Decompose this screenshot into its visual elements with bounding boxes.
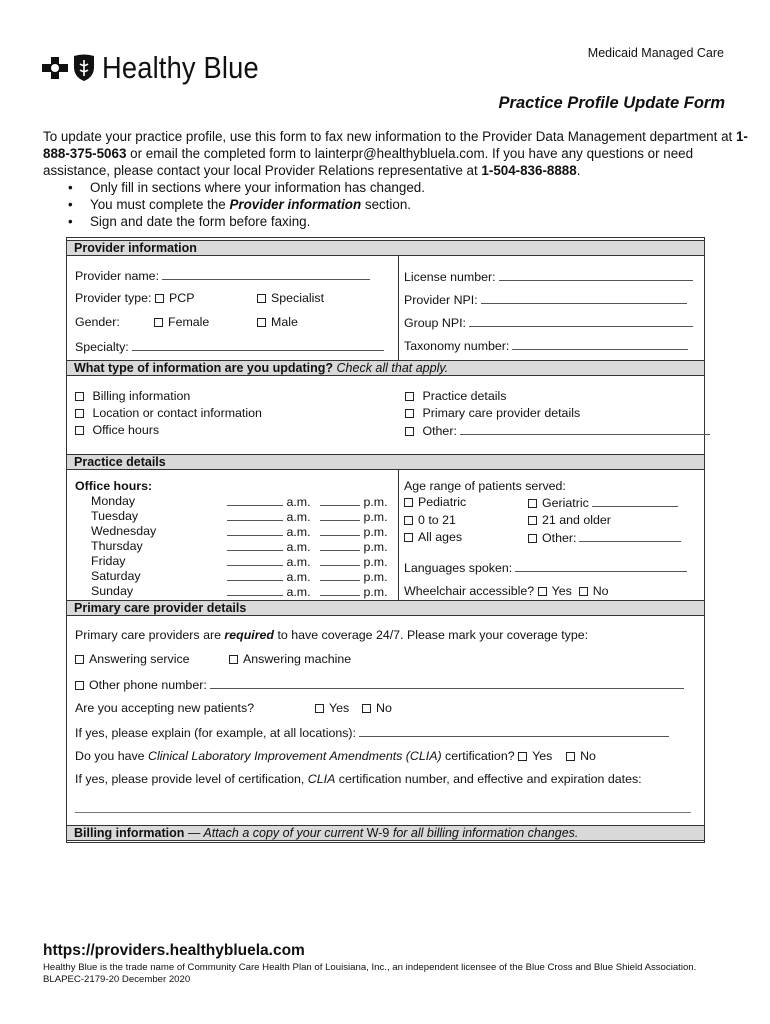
answering-service-checkbox[interactable]: Answering service	[75, 652, 190, 666]
pediatric-checkbox[interactable]: Pediatric	[404, 495, 466, 509]
location-contact-checkbox[interactable]: Location or contact information	[75, 406, 262, 420]
open-time-field[interactable]: a.m.	[227, 494, 311, 509]
day-label: Thursday	[91, 539, 143, 553]
office-hours-checkbox[interactable]: Office hours	[75, 423, 159, 437]
languages-spoken-field[interactable]: Languages spoken:	[404, 560, 687, 575]
billing-information-checkbox[interactable]: Billing information	[75, 389, 190, 403]
group-npi-field[interactable]: Group NPI:	[404, 315, 693, 330]
list-item: • Sign and date the form before faxing.	[68, 213, 425, 230]
day-label: Friday	[91, 554, 126, 568]
zero-to-21-checkbox[interactable]: 0 to 21	[404, 513, 456, 527]
practice-details-heading: Practice details	[67, 454, 704, 470]
provider-name-field[interactable]: Provider name:	[75, 268, 370, 283]
provider-information-heading: Provider information	[67, 240, 704, 256]
open-time-field[interactable]: a.m.	[227, 539, 311, 554]
male-checkbox[interactable]: Male	[257, 315, 298, 329]
program-name: Medicaid Managed Care	[587, 46, 724, 60]
healthy-blue-logo	[42, 48, 280, 88]
accepting-no-checkbox[interactable]: No	[362, 701, 392, 715]
provider-type-field: Provider type:	[75, 291, 152, 305]
open-time-field[interactable]: a.m.	[227, 509, 311, 524]
list-item: • You must complete the Provider information section.	[68, 196, 425, 213]
explain-field[interactable]: If yes, please explain (for example, at all locations):	[75, 725, 669, 740]
open-time-field[interactable]: a.m.	[227, 569, 311, 584]
open-time-field[interactable]: a.m.	[227, 584, 311, 599]
brand-name: Healthy Blue	[102, 50, 259, 85]
wheelchair-yes-checkbox[interactable]	[538, 587, 547, 596]
21-and-older-checkbox[interactable]: 21 and older	[528, 513, 611, 527]
list-item: • Only fill in sections where your information has changed.	[68, 179, 425, 196]
day-label: Saturday	[91, 569, 141, 583]
gender-label: Gender:	[75, 315, 120, 329]
close-time-field[interactable]: p.m.	[320, 539, 388, 554]
taxonomy-number-field[interactable]: Taxonomy number:	[404, 338, 688, 353]
pcp-details-checkbox[interactable]: Primary care provider details	[405, 406, 580, 420]
phone-number: 1-504-836-8888	[481, 163, 577, 178]
wheelchair-no-checkbox[interactable]	[579, 587, 588, 596]
day-label: Sunday	[91, 584, 134, 598]
instruction-list	[68, 179, 425, 230]
form-code: BLAPEC-2179-20 December 2020	[43, 974, 191, 985]
pcp-checkbox[interactable]: PCP	[155, 291, 194, 305]
day-label: Wednesday	[91, 524, 157, 538]
all-ages-checkbox[interactable]: All ages	[404, 530, 462, 544]
close-time-field[interactable]: p.m.	[320, 494, 388, 509]
office-hours-label: Office hours:	[75, 479, 153, 493]
day-label: Monday	[91, 494, 136, 508]
age-range-label: Age range of patients served:	[404, 479, 566, 493]
other-phone-field[interactable]: Other phone number:	[75, 677, 684, 692]
coverage-text: Primary care providers are required to have coverage 24/7. Please mark your coverage type:	[75, 628, 589, 642]
blue-shield-icon	[72, 54, 96, 82]
specialty-field[interactable]: Specialty:	[75, 339, 384, 354]
clia-detail-text: If yes, please provide level of certification, CLIA certification number, and effective and expiration dates:	[75, 772, 642, 786]
update-type-heading: What type of information are you updating? Check all that apply.	[67, 360, 704, 376]
female-checkbox[interactable]: Female	[154, 315, 209, 329]
billing-information-heading: Billing information — Attach a copy of your current W-9 for all billing information changes.	[67, 825, 704, 841]
clia-question: Do you have Clinical Laboratory Improvement Amendments (CLIA) certification? Yes No	[75, 749, 596, 763]
fax-number: 1-888-375-5063	[43, 129, 748, 161]
close-time-field[interactable]: p.m.	[320, 584, 388, 599]
close-time-field[interactable]: p.m.	[320, 509, 388, 524]
other-checkbox[interactable]: Other:	[405, 423, 710, 438]
clia-detail-line[interactable]	[75, 812, 691, 813]
blue-cross-icon	[42, 57, 68, 79]
wheelchair-accessible-field: Wheelchair accessible? Yes No	[404, 584, 609, 598]
clia-yes-checkbox[interactable]	[518, 752, 527, 761]
close-time-field[interactable]: p.m.	[320, 554, 388, 569]
provider-npi-field[interactable]: Provider NPI:	[404, 292, 687, 307]
open-time-field[interactable]: a.m.	[227, 554, 311, 569]
accepting-patients-label: Are you accepting new patients?	[75, 701, 255, 715]
age-other-checkbox[interactable]: Other:	[528, 530, 681, 545]
clia-no-checkbox[interactable]	[566, 752, 575, 761]
specialist-checkbox[interactable]: Specialist	[257, 291, 324, 305]
answering-machine-checkbox[interactable]: Answering machine	[229, 652, 351, 666]
license-number-field[interactable]: License number:	[404, 269, 693, 284]
pcp-details-heading: Primary care provider details	[67, 600, 704, 616]
practice-profile-form	[66, 237, 705, 843]
practice-details-checkbox[interactable]: Practice details	[405, 389, 506, 403]
geriatric-checkbox[interactable]: Geriatric	[528, 495, 678, 510]
footer-disclaimer: Healthy Blue is the trade name of Community Care Health Plan of Louisiana, Inc., an independent licensee of the Blue Cross and Blue Shield Association. BLAPEC-2179-20 December 2020	[43, 962, 703, 986]
close-time-field[interactable]: p.m.	[320, 569, 388, 584]
close-time-field[interactable]: p.m.	[320, 524, 388, 539]
accepting-yes-checkbox[interactable]: Yes	[315, 701, 349, 715]
intro-paragraph: To update your practice profile, use this form to fax new information to the Provider Data Management department at 1-888-375-5063 or email the completed form to lainterpr@healthybluela.com. If you have any questions or need assistance, please contact your local Provider Relations representative at 1-504-836-8888.	[43, 129, 748, 178]
page-title: Practice Profile Update Form	[498, 94, 725, 112]
provider-website-link[interactable]: https://providers.healthybluela.com	[43, 942, 305, 959]
open-time-field[interactable]: a.m.	[227, 524, 311, 539]
day-label: Tuesday	[91, 509, 139, 523]
